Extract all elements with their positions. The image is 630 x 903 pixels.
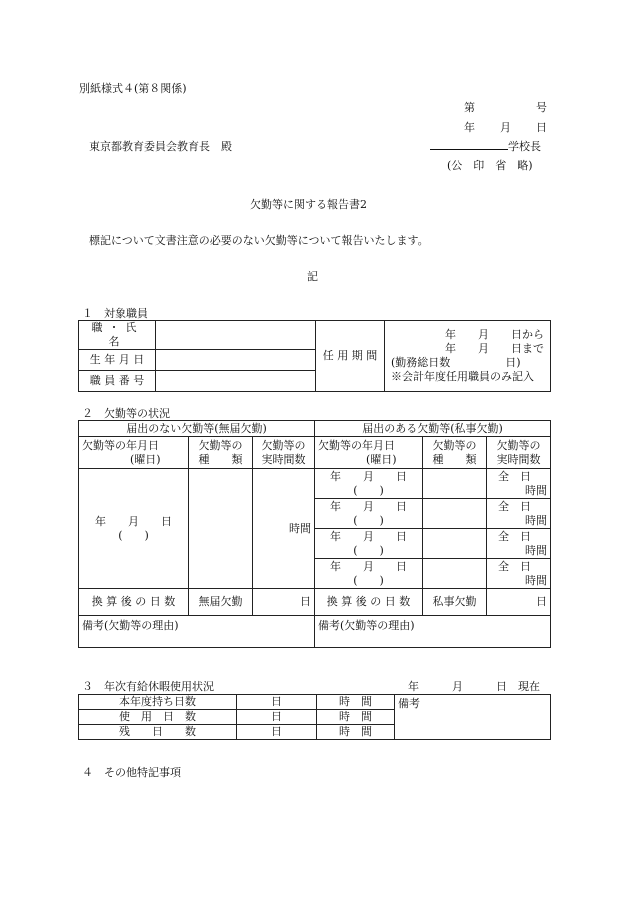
leave-table	[78, 694, 551, 740]
right-hours-1-l1: 全 日	[498, 469, 531, 483]
leave-row-label-1: 本年度持ち日数	[79, 695, 237, 710]
reported-group-header: 届出のある欠勤等(私事欠勤)	[315, 421, 551, 437]
right-hours-2-l2: 時間	[525, 513, 547, 527]
section1-heading: １ 対象職員	[82, 307, 148, 320]
right-hours-entry-3	[487, 529, 551, 559]
right-days-unit: 日	[487, 589, 551, 616]
right-date-entry-3	[315, 529, 423, 559]
right-hours-header-l2: 実時間数	[496, 452, 541, 466]
right-date-3-l2: ( )	[353, 543, 384, 557]
right-date-4-l1: 年 月 日	[330, 559, 407, 573]
leave-remarks: 備考	[395, 695, 551, 740]
unreported-group-header: 届出のない欠勤等(無届欠勤)	[79, 421, 315, 437]
addressee: 東京都教育委員会教育長 殿	[89, 140, 232, 153]
left-days-unit: 日	[253, 589, 315, 616]
right-type-total: 私事欠勤	[423, 589, 487, 616]
date-year-label: 年	[464, 121, 475, 134]
right-hours-4-l1: 全 日	[498, 559, 531, 573]
right-type-entry-2	[423, 499, 487, 529]
leave-row-label-3: 残 日 数	[79, 725, 237, 740]
intro-text: 標記について文書注意の必要のない欠勤等について報告いたします。	[89, 234, 429, 247]
right-date-header	[315, 437, 423, 469]
right-hours-entry-1	[487, 469, 551, 499]
ki-mark: 記	[307, 270, 318, 283]
right-hours-3-l2: 時間	[525, 543, 547, 557]
principal-suffix: 学校長	[508, 140, 541, 153]
left-date-header-l2: (曜日)	[130, 452, 161, 466]
left-type-header	[189, 437, 253, 469]
left-type-total: 無届欠勤	[189, 589, 253, 616]
period-cell	[385, 321, 551, 392]
left-remarks: 備考(欠勤等の理由)	[79, 616, 315, 648]
birth-date-cell	[156, 350, 316, 371]
principal-name-blank	[430, 139, 508, 150]
section4-heading: ４ その他特記事項	[82, 766, 181, 779]
left-hours-header	[253, 437, 315, 469]
right-date-entry-2	[315, 499, 423, 529]
leave-row-day-1: 日	[237, 695, 317, 710]
period-note: ※会計年度任用職員のみ記入	[391, 370, 534, 383]
document-title: 欠勤等に関する報告書2	[250, 198, 367, 211]
right-date-2-l2: ( )	[353, 513, 384, 527]
right-hours-4-l2: 時間	[525, 573, 547, 587]
right-date-4-l2: ( )	[353, 573, 384, 587]
right-remarks: 備考(欠勤等の理由)	[315, 616, 551, 648]
right-hours-entry-2	[487, 499, 551, 529]
right-type-entry-3	[423, 529, 487, 559]
left-converted-days-label: 換 算 後 の 日 数	[79, 589, 189, 616]
left-date-entry	[79, 469, 189, 589]
right-converted-days-label: 換 算 後 の 日 数	[315, 589, 423, 616]
absence-table	[78, 420, 551, 648]
period-from: 年 月 日から	[445, 328, 544, 341]
right-type-header-l2: 種 類	[432, 452, 477, 466]
right-date-entry-1	[315, 469, 423, 499]
period-total-days: (勤務総日数 日)	[391, 356, 521, 369]
left-date-header	[79, 437, 189, 469]
left-type-header-l2: 種 類	[198, 452, 243, 466]
date-day-label: 日	[536, 121, 547, 134]
right-date-header-l2: (曜日)	[366, 452, 397, 466]
left-type-header-l1: 欠勤等の	[198, 438, 243, 452]
right-date-1-l1: 年 月 日	[330, 469, 407, 483]
date-month-label: 月	[500, 121, 511, 134]
staff-number-cell	[156, 371, 316, 392]
right-date-2-l1: 年 月 日	[330, 499, 407, 513]
right-type-entry-1	[423, 469, 487, 499]
right-type-header	[423, 437, 487, 469]
left-hours-entry: 時間	[253, 469, 315, 589]
leave-row-label-2: 使 用 日 数	[79, 710, 237, 725]
right-hours-3-l1: 全 日	[498, 529, 531, 543]
leave-row-day-2: 日	[237, 710, 317, 725]
as-of-date: 年 月 日 現在	[408, 680, 540, 693]
birth-date-label: 生 年 月 日	[79, 350, 156, 371]
right-date-entry-4	[315, 559, 423, 589]
left-date-entry-l1: 年 月 日	[95, 514, 172, 528]
staff-table	[78, 320, 551, 392]
staff-name-cell	[156, 321, 316, 350]
right-hours-1-l2: 時間	[525, 483, 547, 497]
right-hours-entry-4	[487, 559, 551, 589]
right-type-header-l1: 欠勤等の	[432, 438, 477, 452]
section2-heading: ２ 欠勤等の状況	[82, 407, 170, 420]
principal-line	[430, 138, 541, 154]
section3-heading: ３ 年次有給休暇使用状況	[82, 680, 214, 693]
leave-row-day-3: 日	[237, 725, 317, 740]
right-date-1-l2: ( )	[353, 483, 384, 497]
leave-row-hour-3: 時 間	[317, 725, 395, 740]
period-to: 年 月 日まで	[445, 342, 544, 355]
left-hours-header-l2: 実時間数	[261, 452, 306, 466]
left-hours-header-l1: 欠勤等の	[261, 438, 306, 452]
left-type-entry	[189, 469, 253, 589]
period-label: 任 用 期 間	[316, 321, 385, 392]
form-label: 別紙様式４(第８関係)	[79, 82, 187, 95]
right-hours-header	[487, 437, 551, 469]
right-hours-2-l1: 全 日	[498, 499, 531, 513]
right-date-3-l1: 年 月 日	[330, 529, 407, 543]
staff-name-label: 職・氏 名	[79, 321, 156, 350]
leave-row-hour-2: 時 間	[317, 710, 395, 725]
right-date-header-l1: 欠勤等の年月日	[318, 438, 395, 452]
number-label-right: 号	[536, 101, 547, 114]
right-type-entry-4	[423, 559, 487, 589]
right-hours-header-l1: 欠勤等の	[496, 438, 541, 452]
staff-number-label: 職 員 番 号	[79, 371, 156, 392]
left-date-header-l1: 欠勤等の年月日	[82, 438, 159, 452]
left-date-entry-l2: ( )	[118, 528, 149, 542]
number-label-left: 第	[464, 101, 475, 114]
leave-row-hour-1: 時 間	[317, 695, 395, 710]
seal-note: (公 印 省 略)	[447, 159, 533, 172]
